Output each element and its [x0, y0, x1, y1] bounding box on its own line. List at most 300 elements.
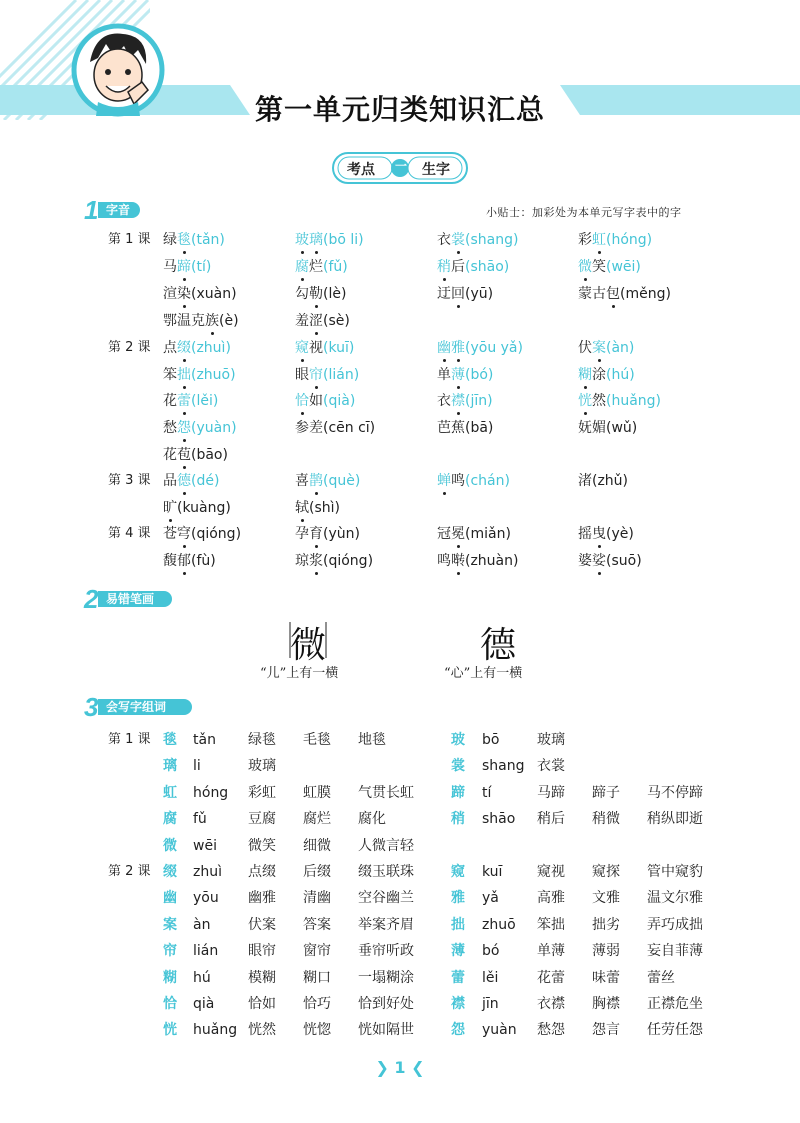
- pron-entry: [578, 257, 641, 277]
- pron-char: 琼: [295, 553, 309, 569]
- pron-char-highlight: 蹄: [177, 259, 191, 275]
- group-char: 案: [163, 916, 177, 933]
- group-pinyin: bó: [482, 943, 500, 960]
- group-word: 空谷幽兰: [358, 890, 414, 907]
- pron-char: 然: [592, 393, 606, 409]
- pron-char: 回: [451, 286, 465, 302]
- pron-pinyin: (tǎn): [191, 232, 225, 248]
- group-char: 蕾: [451, 969, 465, 986]
- pron-char: 克: [191, 313, 205, 329]
- pron-pinyin: (wēi): [606, 259, 641, 275]
- pron-char-highlight: 裳: [451, 232, 465, 248]
- pron-char: 染: [177, 286, 191, 302]
- group-lesson-2: 第 2 课: [108, 864, 151, 879]
- group-word: 任劳任怨: [647, 1022, 703, 1039]
- pron-entry: [295, 471, 360, 491]
- pron-char-highlight: 案: [592, 340, 606, 356]
- pron-pinyin: (dé): [191, 473, 220, 489]
- pron-lesson-label: 第 4 课: [108, 526, 151, 541]
- group-word: 管中窥豹: [647, 864, 703, 880]
- group-char: 裳: [451, 758, 465, 775]
- pron-char: 鄂: [163, 313, 177, 329]
- pron-char: 苞: [177, 447, 191, 463]
- pron-entry: [578, 338, 634, 358]
- group-char: 虹: [163, 784, 177, 801]
- group-word: 玻璃: [537, 732, 565, 748]
- group-word: 微笑: [248, 837, 276, 854]
- pron-char-highlight: 毯: [177, 232, 191, 248]
- group-pinyin: hóng: [193, 784, 229, 801]
- pron-entry: [295, 338, 354, 358]
- pron-entry: [578, 284, 671, 304]
- group-pinyin: shang: [482, 758, 525, 775]
- pron-char: 穹: [177, 526, 191, 542]
- page-number: [360, 1058, 440, 1077]
- pron-entry: [163, 284, 237, 304]
- pron-entry: [578, 230, 652, 250]
- group-char: 拙: [451, 916, 465, 933]
- group-char: 怨: [451, 1022, 465, 1039]
- stroke-char-2: 德: [480, 625, 517, 666]
- page-prev-icon: ❯: [375, 1058, 389, 1077]
- pron-char: 育: [309, 526, 323, 542]
- group-word: 怨言: [592, 1022, 620, 1039]
- group-char: 薄: [451, 943, 465, 960]
- pron-entry: [163, 338, 231, 358]
- pron-entry: [295, 524, 360, 544]
- pron-entry: [578, 418, 637, 438]
- pron-char: 如: [309, 393, 323, 409]
- pron-lesson-label: 第 2 课: [108, 340, 151, 355]
- group-pinyin: tǎn: [193, 732, 216, 748]
- group-word: 稍后: [537, 811, 565, 828]
- pron-char: 苍: [163, 526, 177, 542]
- pron-pinyin: (shì): [309, 500, 340, 516]
- pron-char: 笑: [592, 259, 606, 275]
- group-word: 衣襟: [537, 996, 565, 1012]
- pron-char-highlight: 窥: [295, 340, 309, 356]
- pron-char: 羞: [295, 313, 309, 329]
- pron-pinyin: (zhuō): [191, 367, 236, 383]
- group-word: 腐化: [358, 811, 386, 828]
- pron-char: 鸣: [451, 473, 465, 489]
- pron-char-highlight: 虹: [592, 232, 606, 248]
- pron-char: 品: [163, 473, 177, 489]
- pron-pinyin: (yùn): [323, 526, 360, 542]
- pron-char: 勒: [309, 286, 323, 302]
- group-word: 窥探: [592, 864, 620, 880]
- pron-entry: [437, 230, 518, 250]
- group-word: 高雅: [537, 890, 565, 907]
- pron-char: 烂: [309, 259, 323, 275]
- group-word: 妄自菲薄: [647, 943, 703, 960]
- section-2-label: 易错笔画: [98, 591, 172, 607]
- group-word: 稍微: [592, 811, 620, 828]
- group-pinyin: huǎng: [193, 1022, 238, 1039]
- pron-char: 轼: [295, 500, 309, 516]
- pron-pinyin: (bó): [465, 367, 494, 383]
- pron-pinyin: (bā): [465, 420, 494, 436]
- pron-char-highlight: 幽: [437, 340, 451, 356]
- section-2-number: 2: [84, 584, 99, 614]
- pron-entry: [437, 418, 493, 438]
- pron-entry: [295, 418, 375, 438]
- pron-pinyin: (qióng): [323, 553, 374, 569]
- pron-char: 渚: [578, 473, 592, 489]
- pron-char-highlight: 恍: [578, 393, 592, 409]
- pron-entry: [295, 311, 350, 331]
- group-pinyin: àn: [193, 916, 211, 933]
- pron-pinyin: (yōu yǎ): [465, 340, 523, 356]
- group-char: 恰: [163, 996, 177, 1012]
- pron-entry: [437, 338, 523, 358]
- group-word: 正襟危坐: [647, 996, 703, 1012]
- pron-char: 衣: [437, 232, 451, 248]
- pron-pinyin: (cēn cī): [323, 420, 376, 436]
- pron-pinyin: (tí): [191, 259, 212, 275]
- badge-right: 生字: [422, 162, 450, 178]
- group-word: 后缀: [303, 864, 331, 880]
- group-word: 虹膜: [303, 784, 331, 801]
- pron-entry: [295, 498, 340, 518]
- page-next-icon: ❮: [411, 1058, 425, 1077]
- stroke-char-1: 微: [290, 625, 327, 666]
- group-word: 彩虹: [248, 784, 276, 801]
- pron-char: 包: [606, 286, 620, 302]
- pron-pinyin: (sè): [323, 313, 350, 329]
- pron-pinyin: (lè): [323, 286, 347, 302]
- pron-entry: [437, 524, 511, 544]
- group-word: 拙劣: [592, 916, 620, 933]
- group-word: 举案齐眉: [358, 916, 414, 933]
- pron-pinyin: (hóng): [606, 232, 653, 248]
- pron-lesson-label: 第 1 课: [108, 232, 151, 247]
- pron-char: 勾: [295, 286, 309, 302]
- group-char: 恍: [163, 1022, 177, 1039]
- group-pinyin: lěi: [482, 969, 499, 986]
- group-word: 窗帘: [303, 943, 331, 960]
- pron-char-highlight: 缀: [177, 340, 191, 356]
- pron-char: 马: [163, 259, 177, 275]
- pron-pinyin: (lián): [323, 367, 360, 383]
- pron-char: 族: [205, 313, 219, 329]
- pron-char: 冠: [437, 526, 451, 542]
- group-word: 蹄子: [592, 784, 620, 801]
- pron-entry: [295, 391, 355, 411]
- group-pinyin: li: [193, 758, 201, 775]
- group-word: 眼帘: [248, 943, 276, 960]
- pron-char-highlight: 雅: [451, 340, 465, 356]
- pron-char: 冕: [451, 526, 465, 542]
- pron-pinyin: (chán): [465, 473, 510, 489]
- pron-char: 摇: [578, 526, 592, 542]
- pron-pinyin: (yū): [465, 286, 494, 302]
- group-word: 恍然: [248, 1022, 276, 1039]
- pron-entry: [295, 230, 364, 250]
- pron-char: 花: [163, 393, 177, 409]
- group-word: 窥视: [537, 864, 565, 880]
- pron-pinyin: (è): [219, 313, 239, 329]
- pron-char-highlight: 糊: [578, 367, 592, 383]
- group-word: 蕾丝: [647, 969, 675, 986]
- pron-pinyin: (qià): [323, 393, 356, 409]
- pron-char: 笨: [163, 367, 177, 383]
- group-char: 腐: [163, 811, 177, 828]
- group-word: 豆腐: [248, 811, 276, 828]
- pron-char-highlight: 蝉: [437, 473, 451, 489]
- group-word: 单薄: [537, 943, 565, 960]
- pron-char-highlight: 襟: [451, 393, 465, 409]
- pron-char-highlight: 微: [578, 259, 592, 275]
- pron-char: 温: [177, 313, 191, 329]
- pron-char: 绿: [163, 232, 177, 248]
- page-number-text: 1: [394, 1058, 406, 1077]
- pron-pinyin: (xuàn): [191, 286, 237, 302]
- section-1-number: 1: [84, 195, 99, 225]
- group-pinyin: bō: [482, 732, 500, 748]
- group-word: 垂帘听政: [358, 943, 414, 960]
- pron-pinyin: (shāo): [465, 259, 510, 275]
- pron-char-highlight: 璃: [309, 232, 323, 248]
- group-word: 弄巧成拙: [647, 916, 703, 933]
- group-word: 恰到好处: [358, 996, 414, 1012]
- group-word: 人微言轻: [358, 837, 414, 854]
- pron-char-highlight: 德: [177, 473, 191, 489]
- group-pinyin: zhuì: [193, 864, 222, 880]
- group-pinyin: wēi: [193, 837, 217, 854]
- pron-char-highlight: 腐: [295, 259, 309, 275]
- pron-entry: [295, 257, 348, 277]
- group-pinyin: yuàn: [482, 1022, 517, 1039]
- pron-pinyin: (què): [323, 473, 361, 489]
- pron-pinyin: (yuàn): [191, 420, 237, 436]
- pron-pinyin: (hú): [606, 367, 635, 383]
- pron-char: 婆: [578, 553, 592, 569]
- group-word: 恍惚: [303, 1022, 331, 1039]
- pron-entry: [163, 391, 218, 411]
- pron-char: 单: [437, 367, 451, 383]
- pron-entry: [437, 365, 493, 385]
- pron-char: 妩媚: [578, 420, 606, 436]
- group-word: 笨拙: [537, 916, 565, 933]
- pron-pinyin: (bāo): [191, 447, 228, 463]
- pron-char-highlight: 薄: [451, 367, 465, 383]
- group-pinyin: kuī: [482, 864, 503, 880]
- group-char: 缀: [163, 864, 177, 880]
- pron-char-highlight: 玻: [295, 232, 309, 248]
- pron-entry: [437, 391, 493, 411]
- group-word: 恰如: [248, 996, 276, 1012]
- group-char: 玻: [451, 732, 465, 748]
- group-word: 薄弱: [592, 943, 620, 960]
- pron-char: 迂: [437, 286, 451, 302]
- pron-char: 曳: [592, 526, 606, 542]
- pron-pinyin: (fǔ): [323, 259, 348, 275]
- stroke-note-2: “心”上有一横: [444, 666, 523, 681]
- pron-pinyin: (huǎng): [606, 393, 662, 409]
- group-char: 幽: [163, 890, 177, 907]
- group-char: 蹄: [451, 784, 465, 801]
- group-word: 清幽: [303, 890, 331, 907]
- group-word: 毛毯: [303, 732, 331, 748]
- group-word: 点缀: [248, 864, 276, 880]
- group-char: 稍: [451, 811, 465, 828]
- pron-entry: [163, 445, 228, 465]
- pron-char: 伏: [578, 340, 592, 356]
- group-word: 伏案: [248, 916, 276, 933]
- pron-char: 旷: [163, 500, 177, 516]
- group-lesson-1: 第 1 课: [108, 732, 151, 747]
- pron-pinyin: (měng): [620, 286, 671, 302]
- pron-char: 涩: [309, 313, 323, 329]
- group-word: 缀玉联珠: [358, 864, 414, 880]
- pron-char: 馥: [163, 553, 177, 569]
- pron-entry: [295, 551, 373, 571]
- group-pinyin: fǔ: [193, 811, 207, 828]
- pron-char: 孕: [295, 526, 309, 542]
- pron-entry: [578, 365, 635, 385]
- pron-entry: [295, 284, 346, 304]
- pron-pinyin: (zhǔ): [592, 473, 629, 489]
- pron-char: 啭: [451, 553, 465, 569]
- group-pinyin: lián: [193, 943, 219, 960]
- group-pinyin: jīn: [482, 996, 499, 1012]
- section-1-label: 字音: [98, 202, 140, 218]
- group-pinyin: yōu: [193, 890, 219, 907]
- group-word: 马蹄: [537, 784, 565, 801]
- pron-char: 衣: [437, 393, 451, 409]
- group-word: 细微: [303, 837, 331, 854]
- group-char: 毯: [163, 732, 177, 748]
- pron-char: 蒙: [578, 286, 592, 302]
- group-word: 糊口: [303, 969, 331, 986]
- group-word: 恍如隔世: [358, 1022, 414, 1039]
- pron-char-highlight: 怨: [177, 420, 191, 436]
- pron-entry: [163, 471, 219, 491]
- pron-char-highlight: 拙: [177, 367, 191, 383]
- pron-pinyin: (shang): [465, 232, 519, 248]
- pron-char: 芭蕉: [437, 420, 465, 436]
- group-pinyin: shāo: [482, 811, 516, 828]
- group-char: 襟: [451, 996, 465, 1012]
- pron-char: 鸣: [437, 553, 451, 569]
- pron-pinyin: (bō li): [323, 232, 364, 248]
- pron-entry: [578, 551, 642, 571]
- group-word: 味蕾: [592, 969, 620, 986]
- pron-entry: [578, 524, 634, 544]
- group-word: 恰巧: [303, 996, 331, 1012]
- pron-entry: [163, 418, 237, 438]
- pron-entry: [437, 551, 518, 571]
- group-word: 玻璃: [248, 758, 276, 775]
- pron-pinyin: (kuī): [323, 340, 355, 356]
- group-word: 一塌糊涂: [358, 969, 414, 986]
- group-word: 腐烂: [303, 811, 331, 828]
- section-3-number: 3: [84, 692, 99, 722]
- group-word: 温文尔雅: [647, 890, 703, 907]
- group-word: 愁怨: [537, 1022, 565, 1039]
- group-word: 衣裳: [537, 758, 565, 775]
- pron-char: 喜: [295, 473, 309, 489]
- group-pinyin: zhuō: [482, 916, 516, 933]
- pron-char: 古: [592, 286, 606, 302]
- group-char: 微: [163, 837, 177, 854]
- pron-char-highlight: 恰: [295, 393, 309, 409]
- pron-entry: [163, 524, 241, 544]
- pron-char-highlight: 蕾: [177, 393, 191, 409]
- pron-entry: [163, 551, 216, 571]
- pron-pinyin: (wǔ): [606, 420, 638, 436]
- pron-entry: [163, 498, 231, 518]
- pron-char: 视: [309, 340, 323, 356]
- pron-char: 郁: [177, 553, 191, 569]
- group-word: 绿毯: [248, 732, 276, 748]
- group-word: 稍纵即逝: [647, 811, 703, 828]
- pron-char-highlight: 帘: [309, 367, 323, 383]
- pron-entry: [163, 311, 239, 331]
- pron-char: 参差: [295, 420, 323, 436]
- pron-pinyin: (lěi): [191, 393, 219, 409]
- pron-entry: [295, 365, 359, 385]
- pron-char: 点: [163, 340, 177, 356]
- pron-char: 眼: [295, 367, 309, 383]
- pron-pinyin: (miǎn): [465, 526, 511, 542]
- pron-char: 彩: [578, 232, 592, 248]
- pron-pinyin: (yè): [606, 526, 634, 542]
- pron-char: 浆: [309, 553, 323, 569]
- badge-left: 考点: [347, 162, 375, 178]
- group-word: 马不停蹄: [647, 784, 703, 801]
- group-pinyin: tí: [482, 784, 492, 801]
- group-word: 胸襟: [592, 996, 620, 1012]
- group-char: 璃: [163, 758, 177, 775]
- pron-pinyin: (zhuàn): [465, 553, 519, 569]
- group-word: 答案: [303, 916, 331, 933]
- pron-entry: [437, 284, 493, 304]
- group-pinyin: yǎ: [482, 890, 499, 907]
- group-word: 模糊: [248, 969, 276, 986]
- group-word: 幽雅: [248, 890, 276, 907]
- group-char: 窥: [451, 864, 465, 880]
- tip-note: 小贴士：加彩处为本单元写字表中的字: [486, 206, 682, 219]
- pron-pinyin: (suō): [606, 553, 642, 569]
- pron-char: 愁: [163, 420, 177, 436]
- group-word: 气贯长虹: [358, 784, 414, 801]
- group-char: 帘: [163, 943, 177, 960]
- stroke-note-1: “儿”上有一横: [260, 666, 339, 681]
- group-word: 花蕾: [537, 969, 565, 986]
- pron-char-highlight: 鹊: [309, 473, 323, 489]
- pron-char: 后: [451, 259, 465, 275]
- badge-mid: 一: [395, 159, 408, 173]
- pron-pinyin: (qióng): [191, 526, 242, 542]
- group-word: 文雅: [592, 890, 620, 907]
- group-pinyin: qià: [193, 996, 215, 1012]
- pron-entry: [163, 230, 225, 250]
- pron-entry: [578, 471, 628, 491]
- pron-pinyin: (fù): [191, 553, 216, 569]
- pron-char: 渲: [163, 286, 177, 302]
- page-title: 第一单元归类知识汇总: [254, 93, 545, 126]
- pron-lesson-label: 第 3 课: [108, 473, 151, 488]
- pron-entry: [578, 391, 661, 411]
- group-char: 雅: [451, 890, 465, 907]
- pron-pinyin: (jīn): [465, 393, 493, 409]
- pron-pinyin: (àn): [606, 340, 635, 356]
- pron-entry: [163, 365, 236, 385]
- pron-entry: [437, 471, 510, 491]
- pron-char: 花: [163, 447, 177, 463]
